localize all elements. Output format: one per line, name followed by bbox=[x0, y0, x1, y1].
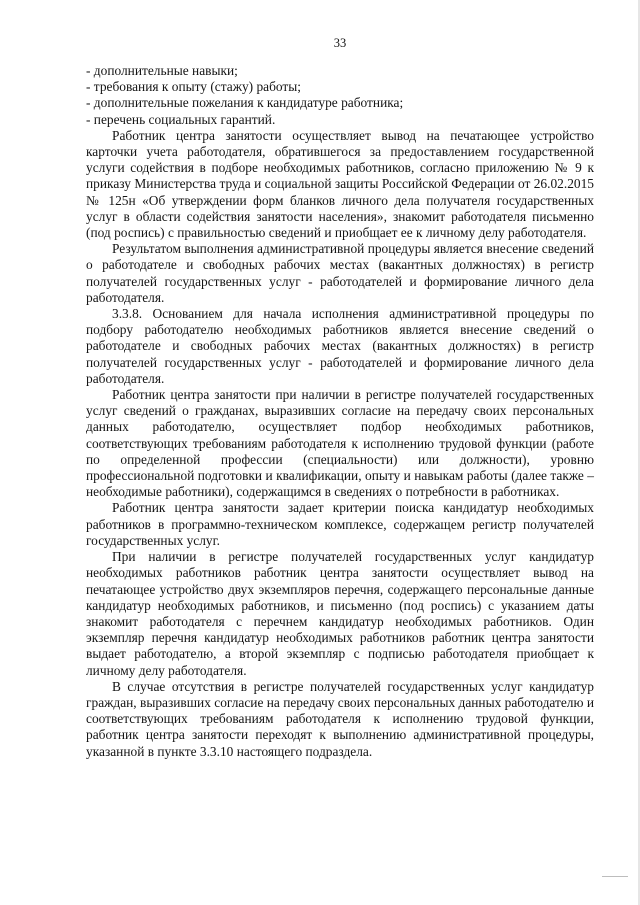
paragraph: Работник центра занятости при наличии в регистре получателей государственных услуг сведений о гражданах, выразивших согласие на передачу своих персональных данных работодателю, осуществляет подбор необходимых работников, соответствующих требованиям работодателя к исполнению трудовой функции (работе по определенной профессии (специальности) или должности), уровню профессиональной подготовки и квалификации, опыту и навыкам работы (далее также – необходимые работники), содержащимся в сведениях о потребности в работниках. bbox=[86, 387, 594, 500]
list-item: - дополнительные пожелания к кандидатуре работника; bbox=[86, 95, 404, 111]
paragraph: Работник центра занятости задает критерии поиска кандидатур необходимых работников в программно-техническом комплексе, содержащем регистр получателей государственных услуг. bbox=[86, 500, 594, 548]
list-item: - требования к опыту (стажу) работы; bbox=[86, 79, 301, 95]
paragraph: Работник центра занятости осуществляет вывод на печатающее устройство карточки учета работодателя, обратившегося за предоставлением государственной услуги содействия в подборе необходимых работников, согласно приложению № 9 к приказу Министерства труда и социальной защиты Российской Федерации от 26.02.2015 № 125н «Об утверждении форм бланков личного дела получателя государственных услуг в области содействия занятости населения», знакомит работодателя письменно (под роспись) с правильностью сведений и приобщает ее к личному делу работодателя. bbox=[86, 127, 594, 241]
paragraph: 3.3.8. Основанием для начала исполнения административной процедуры по подбору работодателю необходимых работников является внесение сведений о работодателе и свободных рабочих местах (вакантных должностях) в регистр получателей государственных услуг - работодателей и формирование личного дела работодателя. bbox=[86, 306, 594, 386]
list-item: - перечень социальных гарантий. bbox=[86, 111, 276, 127]
page-number: 33 bbox=[333, 36, 347, 50]
paragraph: Результатом выполнения административной процедуры является внесение сведений о работодателе и свободных рабочих местах (вакантных должностях) в регистр получателей государственных услуг - работодателей и формирование личного дела работодателя. bbox=[86, 241, 594, 305]
scan-mark bbox=[602, 876, 628, 877]
paragraph: При наличии в регистре получателей государственных услуг кандидатур необходимых работников работник центра занятости осуществляет вывод на печатающее устройство двух экземпляров перечня, содержащего персональные данные кандидатур необходимых работников, и письменно (под роспись) с указанием даты знакомит работодателя с перечнем кандидатур необходимых работников. Один экземпляр перечня кандидатур необходимых работников работник центра занятости выдает работодателю, а второй экземпляр с подписью работодателя приобщает к личному делу работодателя. bbox=[86, 549, 594, 678]
list-item: - дополнительные навыки; bbox=[86, 63, 238, 78]
paragraph: В случае отсутствия в регистре получателей государственных услуг кандидатур граждан, выразивших согласие на передачу своих персональных данных работодателю и соответствующих требованиям работодателя к исполнению трудовой функции, работник центра занятости переходят к выполнению административной процедуры, указанной в пункте 3.3.10 настоящего подраздела. bbox=[86, 678, 594, 759]
document-body bbox=[86, 63, 594, 760]
